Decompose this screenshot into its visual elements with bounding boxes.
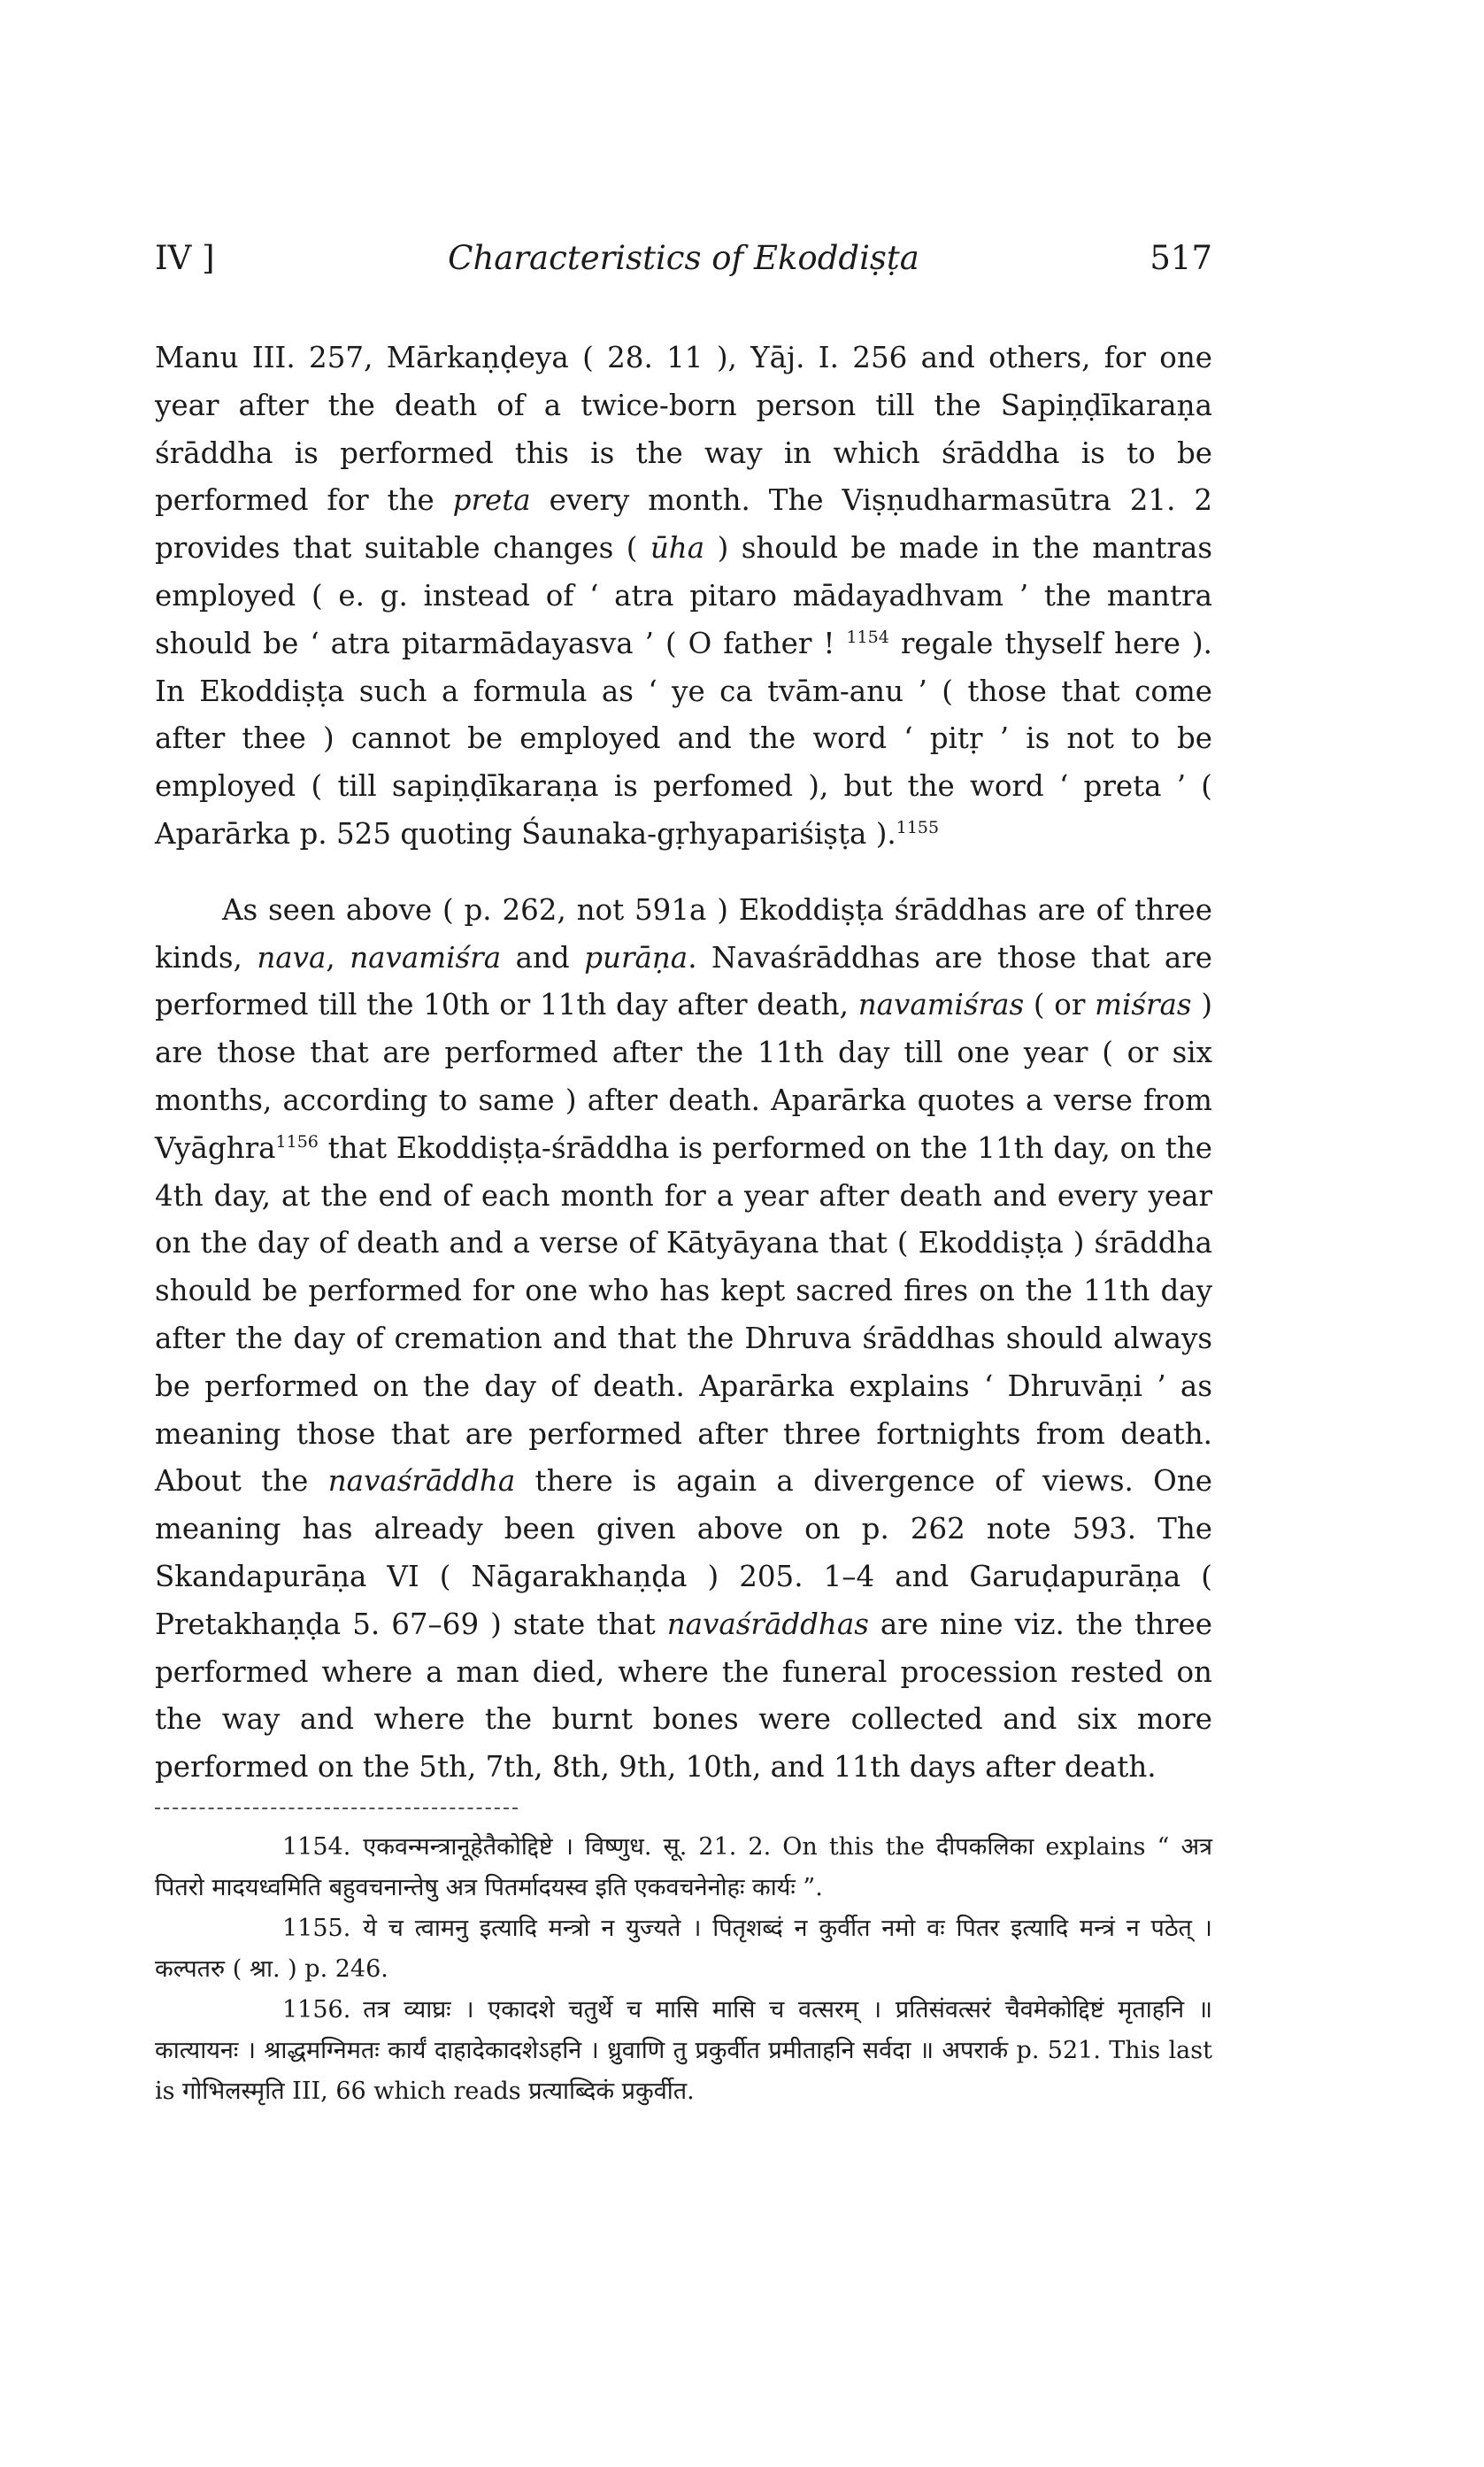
term-navamisras: navamiśras xyxy=(857,988,1025,1022)
term-uha: ūha xyxy=(650,531,705,566)
footnote-number: 1155. xyxy=(282,1914,351,1942)
page-header xyxy=(155,239,1212,301)
term-preta: preta xyxy=(452,483,531,518)
term-nava: nava xyxy=(257,940,327,975)
para2-sep-1: , xyxy=(326,940,350,975)
footnote-1155 xyxy=(155,1908,1212,1990)
para2-sep-2: and xyxy=(501,940,585,975)
footnote-1156 xyxy=(155,1990,1212,2112)
term-navasraddhas: navaśrāddhas xyxy=(666,1607,869,1641)
para2-text-c: ( or xyxy=(1024,988,1096,1022)
page-number: 517 xyxy=(1150,239,1212,277)
para2-text-d: ) are those that are performed after the 11th day till one year ( or six months, according to same ) after death. Aparārka quotes a verse from Vyāghra xyxy=(155,988,1212,1165)
footnote-1154 xyxy=(155,1827,1212,1908)
para2-text-g: are nine viz. the three performed where a man died, where the funeral procession rested on the way and where the burnt bones were collected and six more performed on the 5th, 7th, 8th, 9th, 10th, and 11th days after death. xyxy=(155,1607,1212,1785)
footnote-number: 1156. xyxy=(282,1995,351,2024)
term-navamisra: navamiśra xyxy=(350,940,502,975)
footnote-ref-1154: 1154 xyxy=(846,627,889,647)
para1-text-a: Manu III. 257, Mārkaṇḍeya ( 28. 11 ), Yāj. I. 256 and others, for one year after the death of a twice-born person till the Sapiṇḍīkaraṇa śrāddha is performed this is the way in which śrāddha is to be performed for the xyxy=(155,341,1212,518)
footnote-text: ये च त्वामनु इत्यादि मन्त्रो न युज्यते । पितृशब्दं न कुर्वीत नमो वः पितर इत्यादि मन्त्रं न पठेत् । कल्पतरु ( श्रा. ) p. 246. xyxy=(155,1914,1212,1983)
term-purana: purāṇa xyxy=(584,940,688,975)
para2-text-f: there is again a divergence of views. One meaning has already been given above on p. 262 note 593. The Skandapurāṇa VI ( Nāgarakhaṇḍa ) 205. 1–4 and Garuḍapurāṇa ( Pretakhaṇḍa 5. 67–69 ) state that xyxy=(155,1464,1212,1641)
term-misras: miśras xyxy=(1095,988,1192,1022)
para2-text-e: that Ekoddiṣṭa-śrāddha is performed on the 11th day, on the 4th day, at the end of each month for a year after death and every year on the day of death and a verse of Kātyāyana that ( Ekoddiṣṭa ) śrāddha should be performed for one who has kept sacred fires on the 11th day after the day of cremation and that the Dhruva śrāddhas should always be performed on the day of death. Aparārka explains ‘ Dhruvāṇi ’ as meaning those that are performed after three fortnights from death. About the xyxy=(155,1130,1212,1499)
para2-text-b: . Navaśrāddhas are those that are performed till the 10th or 11th day after death, xyxy=(155,940,1212,1022)
footnote-number: 1154. xyxy=(282,1832,351,1861)
chapter-marker: IV ] xyxy=(155,239,215,277)
footnote-separator xyxy=(155,1808,518,1809)
footnote-text: एकवन्मन्त्रानूहेतैकोद्दिष्टे । विष्णुध. सू. 21. 2. On this the दीपकलिका explains “ अत्र पितरो मादयध्वमिति बहुवचनान्तेषु अत्र पितर्मादयस्व इति एकवचनेनोहः कार्यः ”. xyxy=(155,1832,1212,1901)
footnote-text: तत्र व्याघ्रः । एकादशे चतुर्थे च मासि मासि च वत्सरम् । प्रतिसंवत्सरं चैवमेकोद्दिष्टं मृताहनि ॥ कात्यायनः । श्राद्धमग्निमतः कार्यं दाहादेकादशेऽहनि । ध्रुवाणि तु प्रकुर्वीत प्रमीताहनि सर्वदा ॥ अपरार्क p. 521. This last is गोभिलस्मृति III, 66 which reads प्रत्याब्दिकं प्रकुर्वीत. xyxy=(155,1995,1212,2105)
body-paragraph-1 xyxy=(155,335,1212,859)
running-title: Characteristics of Ekoddiṣṭa xyxy=(448,239,919,277)
para1-text-b: every month. The Viṣṇudharmasūtra 21. 2 provides that suitable changes ( xyxy=(155,483,1212,566)
para2-text-a: As seen above ( p. 262, not 591a ) Ekoddiṣṭa śrāddhas are of three kinds, xyxy=(155,892,1212,975)
para1-text-d: regale thyself here ). In Ekoddiṣṭa such a formula as ‘ ye ca tvām-anu ’ ( those that come after thee ) cannot be employed and the word ‘ pitṛ ’ is not to be employed ( till sapiṇḍīkaraṇa is perfomed ), but the word ‘ preta ’ ( Aparārka p. 525 quoting Śaunaka-gṛhyapariśiṣṭa ). xyxy=(155,626,1212,851)
footnote-ref-1156: 1156 xyxy=(275,1131,319,1152)
book-page xyxy=(155,239,1212,2112)
footnote-ref-1155: 1155 xyxy=(896,818,940,838)
para1-text-c: ) should be made in the mantras employed ( e. g. instead of ‘ atra pitaro mādayadhvam ’ the mantra should be ‘ atra pitarmādayasva ’ ( O father ! xyxy=(155,531,1212,660)
term-navasraddha: navaśrāddha xyxy=(327,1464,516,1499)
body-paragraph-2 xyxy=(155,887,1212,1792)
